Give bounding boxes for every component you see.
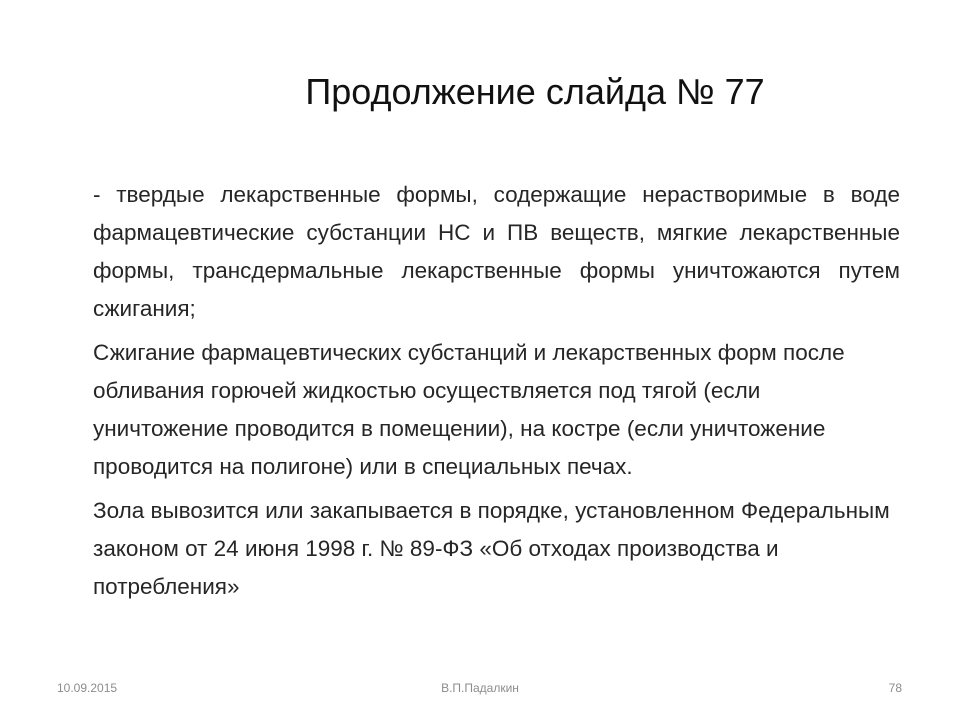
slide-title: Продолжение слайда № 77	[305, 71, 765, 112]
footer-author: В.П.Падалкин	[441, 681, 519, 695]
body-paragraph-1: - твердые лекарственные формы, содержащие нерастворимые в воде фармацевтические субстанции НС и ПВ веществ, мягкие лекарственные формы, трансдермальные лекарственные формы уничтожаются путем сжигания;	[93, 182, 900, 321]
footer-page-number: 78	[888, 681, 902, 695]
body-paragraph-3: Зола вывозится или закапывается в порядке, установленном Федеральным законом от 24 июня 1998 г. № 89-ФЗ «Об отходах производства и потребления»	[93, 498, 890, 599]
footer-date: 10.09.2015	[57, 681, 118, 695]
body-paragraph-2: Сжигание фармацевтических субстанций и лекарственных форм после обливания горючей жидкостью осуществляется под тягой (если уничтожение проводится в помещении), на костре (если уничтожение проводится на полигоне) или в специальных печах.	[93, 340, 845, 479]
slide-body	[93, 176, 900, 612]
